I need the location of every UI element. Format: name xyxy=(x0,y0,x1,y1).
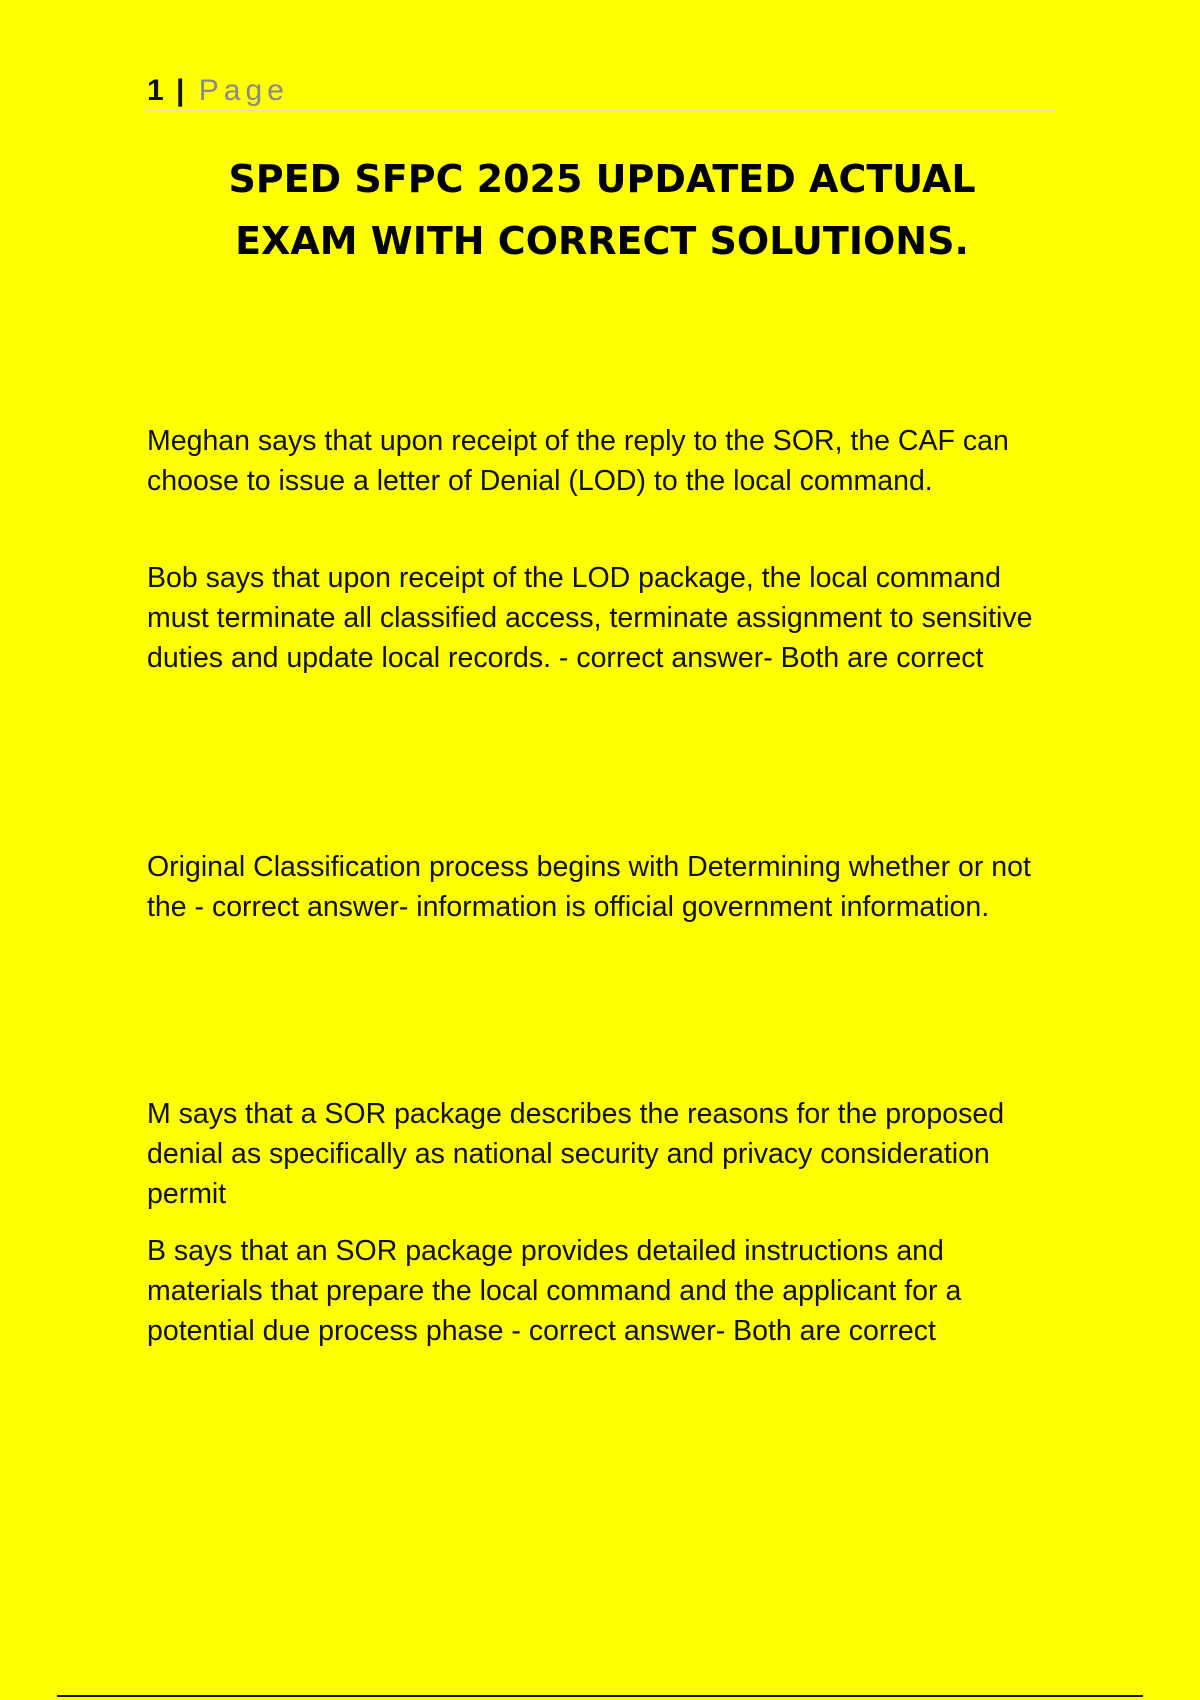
page-number: 1 xyxy=(147,74,164,107)
page-header xyxy=(147,72,1057,111)
question-1-paragraph-1: Meghan says that upon receipt of the reply to the SOR, the CAF can choose to issue a letter of Denial (LOD) to the local command. xyxy=(147,425,1009,497)
question-2-paragraph-1: Original Classification process begins with Determining whether or not the - correct answer- information is official government information. xyxy=(147,851,1031,923)
title-line-1: SPED SFPC 2025 UPDATED ACTUAL xyxy=(228,157,976,201)
question-3-paragraph-2: B says that an SOR package provides detailed instructions and materials that prepare the local command and the applicant for a potential due process phase - correct answer- Both are correct xyxy=(147,1235,962,1347)
page-label: Page xyxy=(198,74,289,107)
footer-divider xyxy=(57,1695,1143,1697)
page-separator: | xyxy=(176,74,185,107)
document-title xyxy=(147,148,1057,272)
title-line-2: EXAM WITH CORRECT SOLUTIONS. xyxy=(235,219,969,263)
question-1-paragraph-2: Bob says that upon receipt of the LOD package, the local command must terminate all classified access, terminate assignment to sensitive duties and update local records. - correct answer- Both are correct xyxy=(147,562,1033,674)
question-3-paragraph-1: M says that a SOR package describes the reasons for the proposed denial as specifically as national security and privacy consideration permit xyxy=(147,1098,1005,1210)
